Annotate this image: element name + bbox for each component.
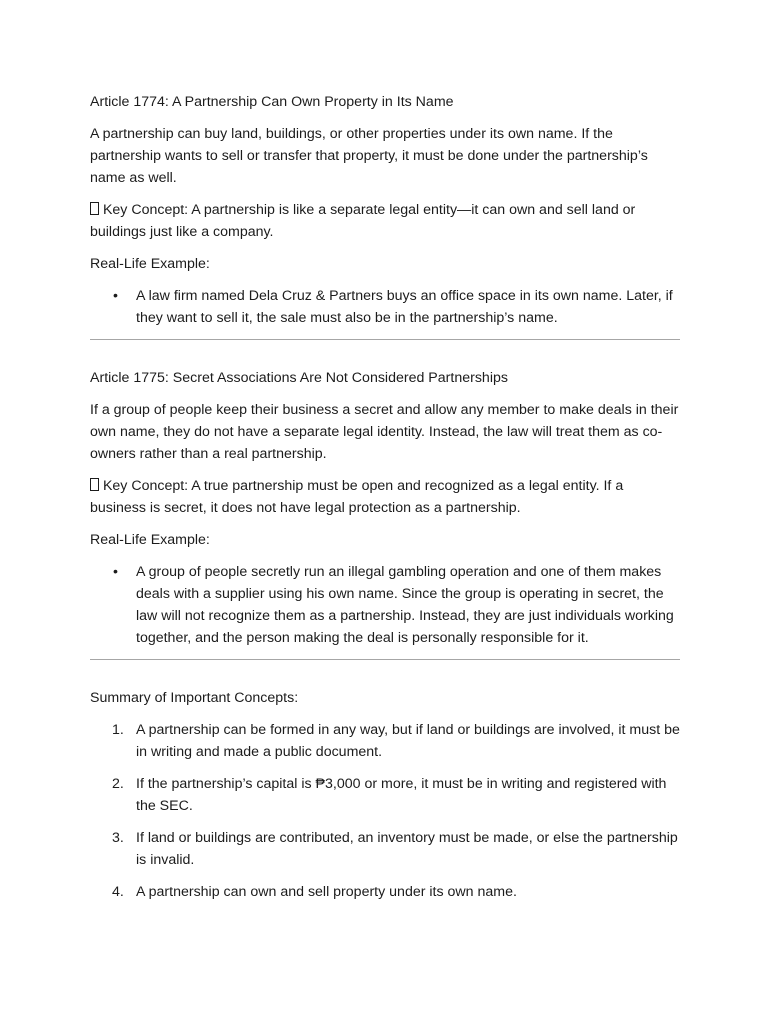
- article-1775-heading: Article 1775: Secret Associations Are Not Considered Partnerships: [90, 370, 508, 386]
- list-item: [90, 881, 680, 903]
- list-item: [90, 561, 680, 649]
- article-1775-section: [90, 367, 680, 649]
- document-page: [90, 91, 680, 913]
- key-concept-text: Key Concept: A true partnership must be open and recognized as a legal entity. If a business is secret, it does not have legal protection as a partnership.: [90, 478, 624, 516]
- list-number: 2.: [112, 776, 124, 792]
- summary-section: [90, 687, 680, 903]
- article-1774-section: [90, 91, 680, 329]
- bullet-text: A group of people secretly run an illegal gambling operation and one of them makes deals with a supplier using his own name. Since the group is operating in secret, the law will not recognize them as a partnership. Instead, they are just individuals working together, and the person making the deal is personally responsible for it.: [136, 564, 674, 646]
- article-1774-example-label: Real-Life Example:: [90, 256, 210, 272]
- article-1774-body: A partnership can buy land, buildings, or other properties under its own name. If the partnership wants to sell or transfer that property, it must be done under the partnership’s name as well.: [90, 126, 648, 186]
- section-divider: [90, 659, 680, 660]
- article-1775-key-concept: [90, 475, 680, 519]
- list-item: [90, 719, 680, 763]
- summary-list: [90, 719, 680, 903]
- bullet-icon: •: [113, 288, 118, 304]
- list-item-text: A partnership can be formed in any way, but if land or buildings are involved, it must be in writing and made a public document.: [136, 722, 680, 760]
- list-item-text: A partnership can own and sell property under its own name.: [136, 884, 517, 900]
- list-item: [90, 773, 680, 817]
- missing-glyph-icon: [90, 202, 99, 215]
- missing-glyph-icon: [90, 478, 99, 491]
- article-1775-body: If a group of people keep their business a secret and allow any member to make deals in their own name, they do not have a separate legal identity. Instead, the law will treat them as co-owners rather than a real partnership.: [90, 402, 679, 462]
- list-item-text: If land or buildings are contributed, an inventory must be made, or else the partnership is invalid.: [136, 830, 678, 868]
- list-number: 1.: [112, 722, 124, 738]
- bullet-text: A law firm named Dela Cruz & Partners buys an office space in its own name. Later, if they want to sell it, the sale must also be in the partnership’s name.: [136, 288, 673, 326]
- list-item: [90, 285, 680, 329]
- summary-heading: Summary of Important Concepts:: [90, 690, 299, 706]
- list-item: [90, 827, 680, 871]
- key-concept-text: Key Concept: A partnership is like a separate legal entity—it can own and sell land or buildings just like a company.: [90, 202, 636, 240]
- list-number: 4.: [112, 884, 124, 900]
- list-item-text: If the partnership’s capital is ₱3,000 or more, it must be in writing and registered with the SEC.: [136, 776, 667, 814]
- article-1774-heading: Article 1774: A Partnership Can Own Property in Its Name: [90, 94, 454, 110]
- bullet-icon: •: [113, 564, 118, 580]
- article-1774-example-list: [90, 285, 680, 329]
- article-1775-example-label: Real-Life Example:: [90, 532, 210, 548]
- article-1774-key-concept: [90, 199, 680, 243]
- article-1775-example-list: [90, 561, 680, 649]
- section-divider: [90, 339, 680, 340]
- list-number: 3.: [112, 830, 124, 846]
